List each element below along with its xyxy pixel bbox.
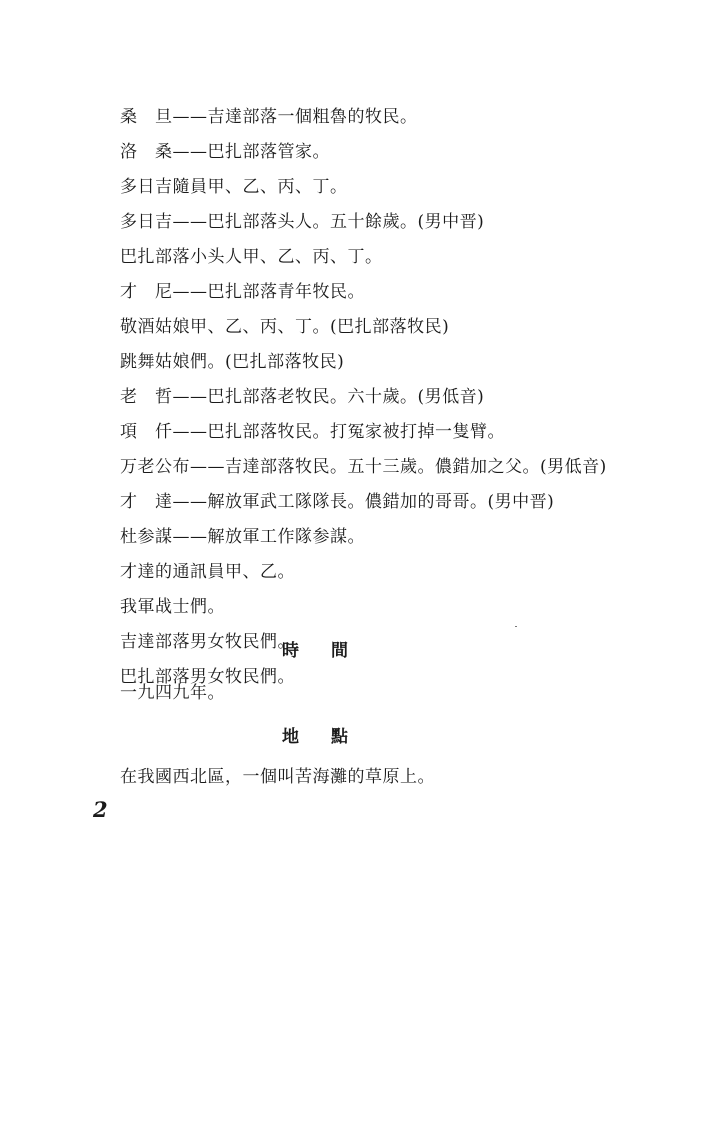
cast-entry: 跳舞姑娘們。(巴扎部落牧民) xyxy=(120,352,345,372)
place-text: 在我國西北區，一個叫苦海灘的草原上。 xyxy=(120,767,435,787)
cast-entry: 万老公布——吉達部落牧民。五十三歲。儂錯加之父。(男低音) xyxy=(120,457,607,477)
time-text: 一九四九年。 xyxy=(120,683,225,703)
cast-entry: 巴扎部落小头人甲、乙、丙、丁。 xyxy=(120,247,383,267)
cast-entry: 洛 桑——巴扎部落管家。 xyxy=(120,142,330,162)
cast-entry: 我軍战士們。 xyxy=(120,597,225,617)
cast-entry: 杜参謀——解放軍工作隊参謀。 xyxy=(120,527,365,547)
cast-entry: 巴扎部落男女牧民們。 xyxy=(120,667,295,687)
cast-entry: 多日吉——巴扎部落头人。五十餘歲。(男中晋) xyxy=(120,212,485,232)
cast-entry: 敬酒姑娘甲、乙、丙、丁。(巴扎部落牧民) xyxy=(120,317,450,337)
cast-entry: 桑 旦——吉達部落一個粗魯的牧民。 xyxy=(120,107,418,127)
cast-entry: 老 哲——巴扎部落老牧民。六十歲。(男低音) xyxy=(120,387,485,407)
cast-entry: 才 尼——巴扎部落青年牧民。 xyxy=(120,282,365,302)
cast-entry: 才 達——解放軍武工隊隊長。儂錯加的哥哥。(男中晋) xyxy=(120,492,555,512)
time-heading: 時間 xyxy=(282,641,380,661)
cast-entry: 才達的通訊員甲、乙。 xyxy=(120,562,295,582)
place-heading: 地點 xyxy=(282,727,380,747)
cast-entry: 吉達部落男女牧民們。 xyxy=(120,632,295,652)
cast-entry: 項 仟——巴扎部落牧民。打冤家被打掉一隻臂。 xyxy=(120,422,505,442)
cast-entry: 多日吉隨員甲、乙、丙、丁。 xyxy=(120,177,348,197)
page-number: 2 xyxy=(93,797,108,822)
cast-list xyxy=(120,100,680,695)
print-speck xyxy=(515,626,517,627)
